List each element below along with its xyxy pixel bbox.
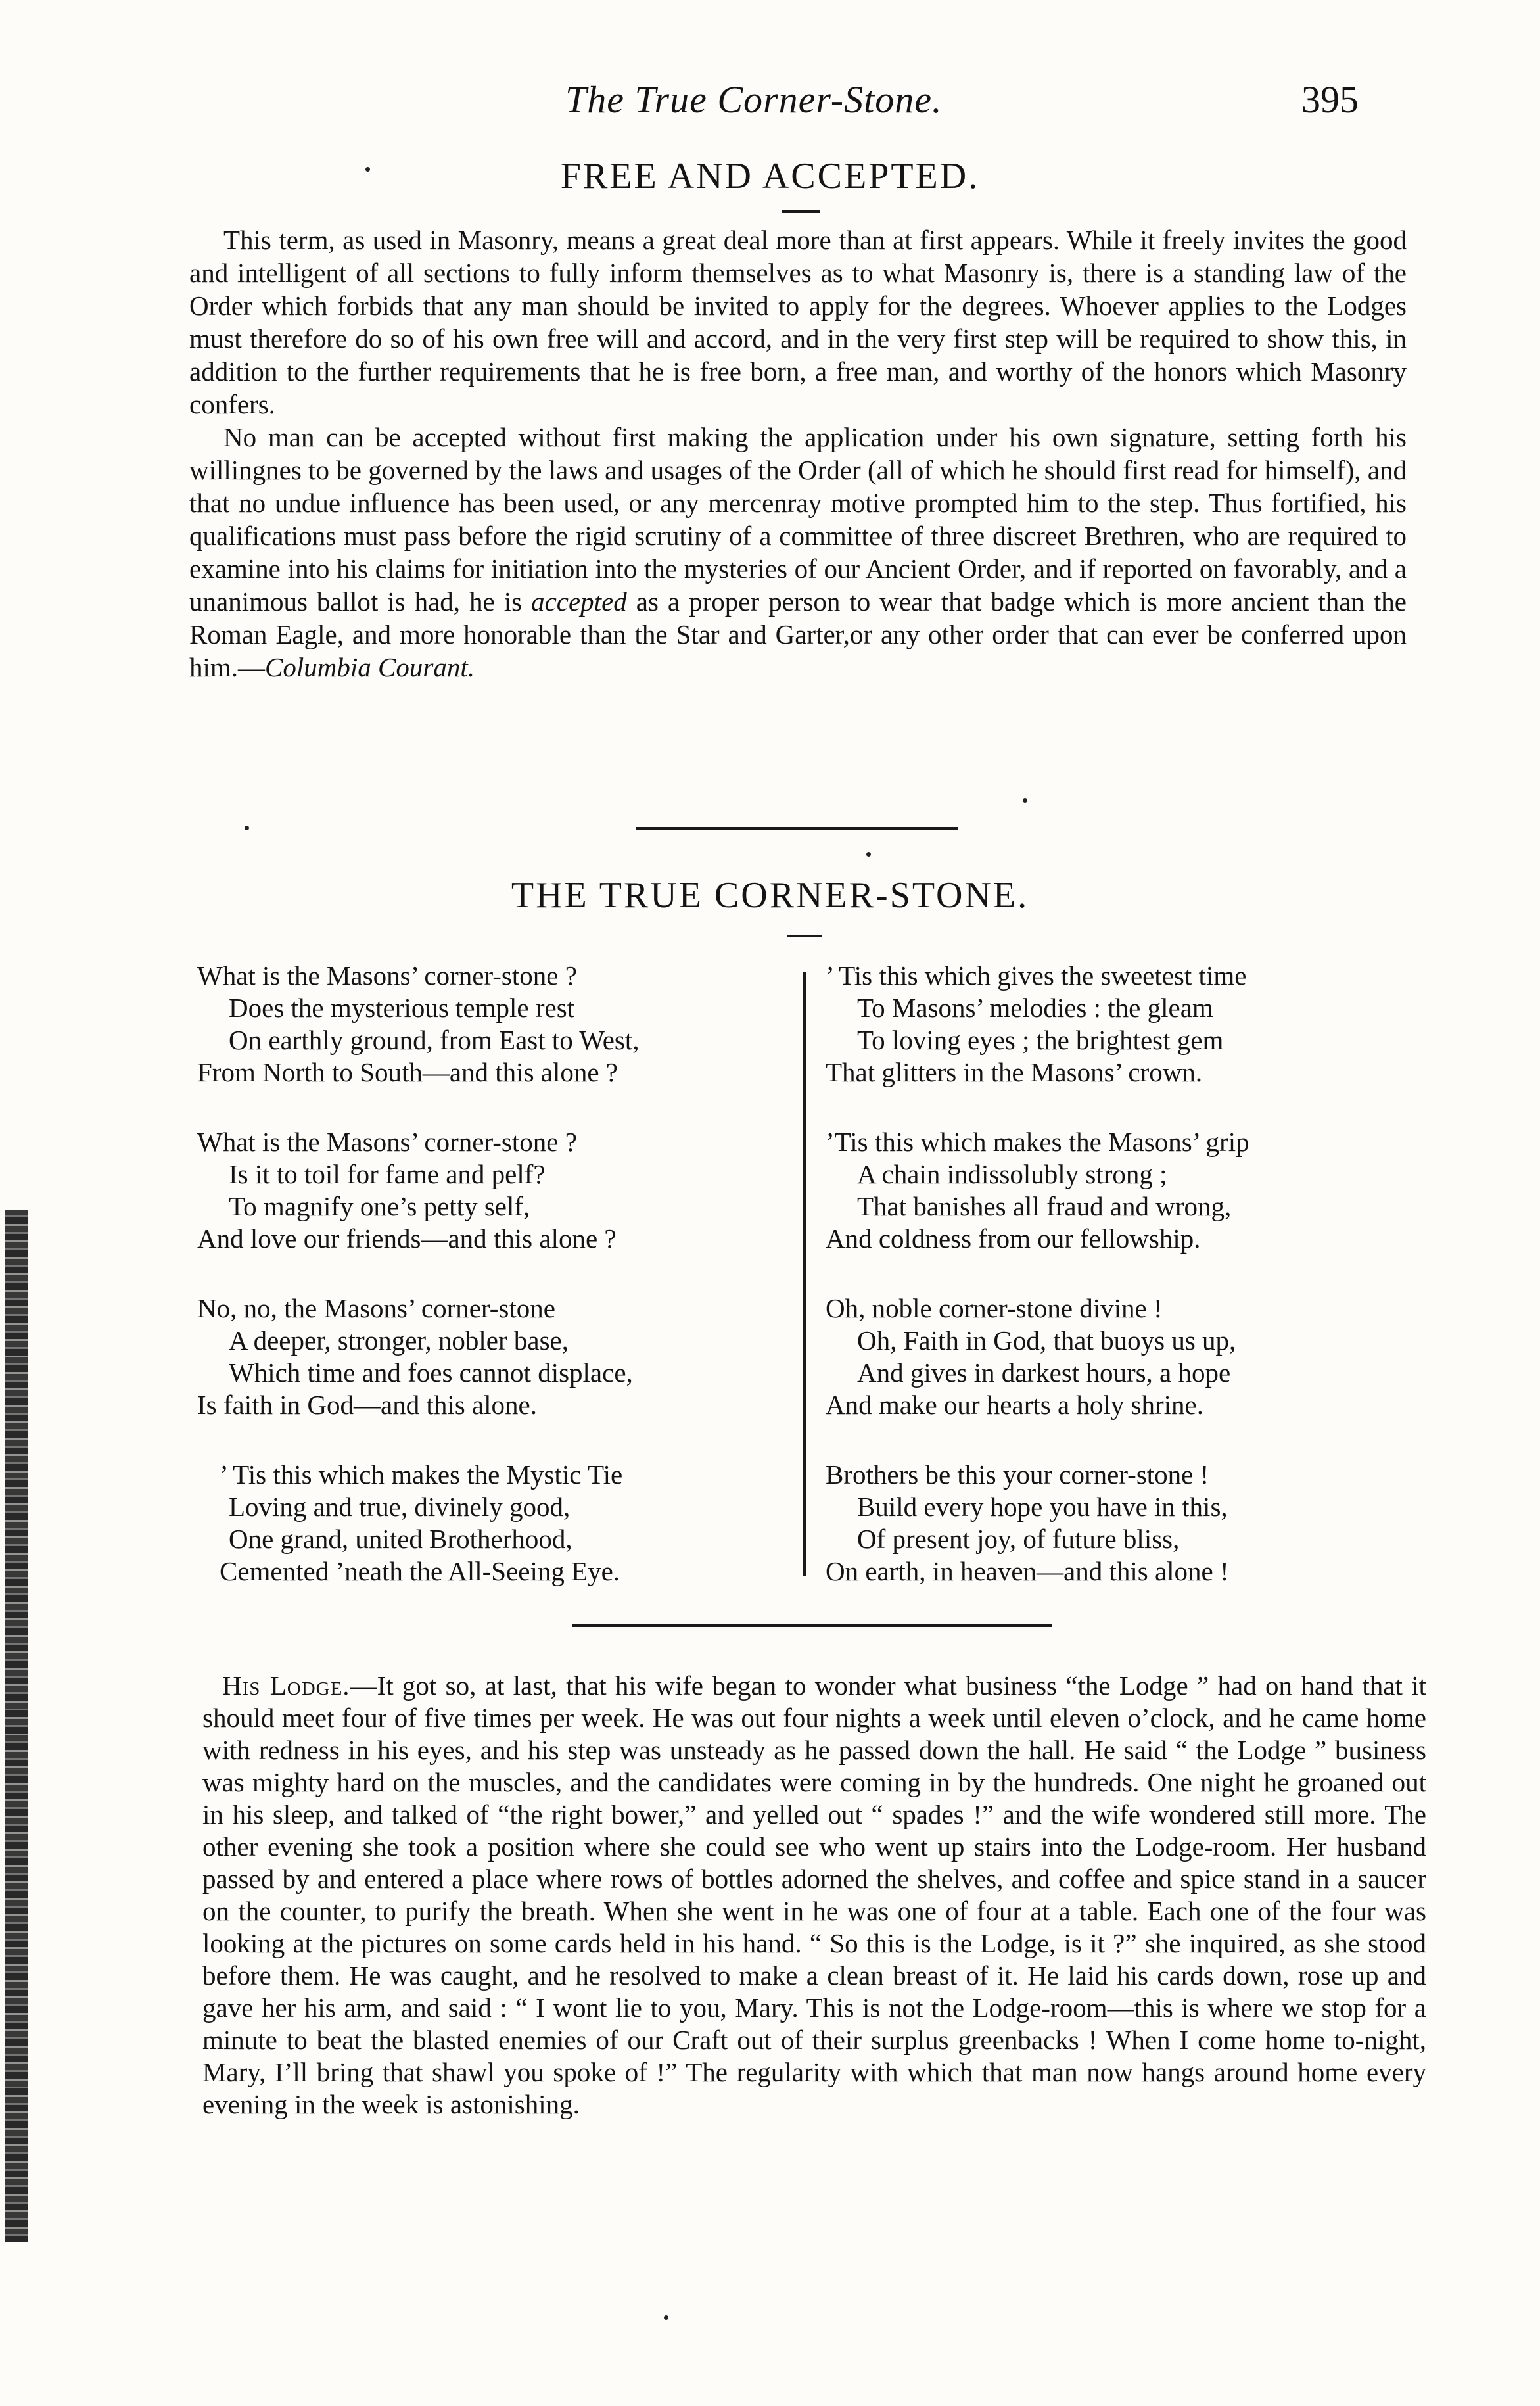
paragraph-2 [189,421,1407,684]
poem-line: Does the mysterious temple rest [229,993,575,1023]
lodge-body: —It got so, at last, that his wife began to wonder what business “the Lodge ” had on hand that it should meet four of five times per week. He was out four nights a week until eleven o’clock, and he came home with redness in his eyes, and his step was unsteady as he passed down the hall. He said “ the Lodge ” business was mighty hard on the muscles, and the candidates were coming in by the hundreds. One night he groaned out in his sleep, and talked of “the right bower,” and yelled out “ spades !” and the wife wondered still more. The other evening she took a position where she could see who went up stairs into the Lodge-room. Her husband passed by and entered a place where rows of bottles adorned the shelves, and coffee and spice stand in a saucer on the counter, to purify the breath. When she went in he was one of four at a table. Each one of the four was looking at the pictures on some cards held in his hand. “ So this is the Lodge, is it ?” she inquired, as she stood before them. He was caught, and he resolved to make a clean breast of it. He laid his cards down, rose up and gave her his arm, and said : “ I wont lie to you, Mary. This is not the Lodge-room—this is where we stop for a minute to beat the blasted enemies of our Craft out of their surplus greenbacks ! When I come home to-night, Mary, I’ll bring that shawl you spoke of !” The regularity with which that man now hangs around home every evening in the week is astonishing. [202,1670,1426,2119]
stanza [826,1292,1417,1421]
running-head [565,78,1407,122]
poem-line: No, no, the Masons’ corner-stone [197,1293,555,1323]
poem-line: To Masons’ melodies : the gleam [857,993,1213,1023]
paragraph-2-text-a: No man can be accepted without first making the application under his own signature, setting forth his willingnes to be governed by the laws and usages of the Order (all of which he should first read for himself), and that no undue influence has been used, or any mercenray motive prompted him to the step. Thus fortified, his qualifications must pass before the rigid scrutiny of a committee of three discreet Brethren, who are required to examine into his claims for initiation into the mysteries of our Ancient Order, and if reported on favorably, and a unanimous ballot is had, he is [189,422,1407,617]
lodge-heading: His Lodge. [222,1670,350,1701]
poem-line: Oh, noble corner-stone divine ! [826,1293,1163,1323]
stanza [197,960,789,1089]
title-rule [787,935,822,937]
poem-line: And make our hearts a holy shrine. [826,1390,1203,1420]
poem-line: ’ Tis this which makes the Mystic Tie [220,1459,623,1490]
poem-line: That glitters in the Masons’ crown. [826,1057,1203,1087]
source-citation: Columbia Courant. [265,652,475,682]
poem-line: Which time and foes cannot displace, [229,1357,633,1388]
poem-line: A deeper, stronger, nobler base, [229,1325,569,1356]
stray-mark [664,2315,668,2320]
paragraph-1: This term, as used in Masonry, means a great deal more than at first appears. While it freely invites the good and intelligent of all sections to fully inform themselves as to what Masonry is, there is a standing law of the Order which forbids that any man should be invited to apply for the degrees. Whoever applies to the Lodges must therefore do so of his own free will and accord, and in the very first step will be required to show this, in addition to the further requirements that he is free born, a free man, and worthy of the honors which Masonry confers. [189,225,1407,419]
poem-line: On earthly ground, from East to West, [229,1025,640,1055]
poem-line: What is the Masons’ corner-stone ? [197,960,577,991]
stanza [826,960,1417,1089]
page-number: 395 [1301,78,1359,121]
poem-line: Brothers be this your corner-stone ! [826,1459,1209,1490]
poem-line: To magnify one’s petty self, [229,1191,530,1221]
poem-line: From North to South—and this alone ? [197,1057,618,1087]
stray-mark [245,826,249,830]
article-title-true-corner-stone: THE TRUE CORNER-STONE. [511,875,1029,916]
poem-line: Is faith in God—and this alone. [197,1390,537,1420]
article-title-free-and-accepted: FREE AND ACCEPTED. [560,156,980,197]
title-rule [782,210,820,213]
poem-line: On earth, in heaven—and this alone ! [826,1556,1229,1586]
poem-line: Cemented ’neath the All-Seeing Eye. [220,1556,620,1586]
poem-line: What is the Masons’ corner-stone ? [197,1127,577,1157]
stray-mark [866,852,871,857]
scan-edge-artifact [5,1210,28,2242]
poem-line: Is it to toil for fame and pelf? [229,1159,546,1189]
poem-line: Loving and true, divinely good, [229,1492,571,1522]
poem-line: And coldness from our fellowship. [826,1223,1201,1254]
lodge-paragraph [202,1670,1426,2121]
poem-line: One grand, united Brotherhood, [229,1524,572,1554]
stanza [826,1126,1417,1255]
poem-line: To loving eyes ; the brightest gem [857,1025,1224,1055]
poem-right-column [826,960,1417,1625]
poem-line: Build every hope you have in this, [857,1492,1228,1522]
poem-line: Oh, Faith in God, that buoys us up, [857,1325,1236,1356]
section-divider [636,827,958,830]
stray-mark [1023,798,1027,803]
poem-line: ’Tis this which makes the Masons’ grip [826,1127,1249,1157]
poem-line: And love our friends—and this alone ? [197,1223,617,1254]
poem-line: A chain indissolubly strong ; [857,1159,1167,1189]
paragraph-2-text-b: as a proper person to wear that badge which is more ancient than the Roman Eagle, and more honorable than the Star and Garter,or any other order that can ever be conferred upon him.— [189,586,1407,682]
section-divider [572,1624,1052,1627]
article-his-lodge [202,1670,1426,2121]
stanza [197,1292,789,1421]
paragraph-2-accepted: accepted [531,586,627,617]
poem-line: ’ Tis this which gives the sweetest time [826,960,1247,991]
poem-line: And gives in darkest hours, a hope [857,1357,1231,1388]
stanza [197,1459,789,1588]
article-free-and-accepted [189,224,1407,684]
running-title: The True Corner-Stone. [565,78,943,121]
stanza [826,1459,1417,1588]
poem-line: That banishes all fraud and wrong, [857,1191,1232,1221]
poem-line: Of present joy, of future bliss, [857,1524,1180,1554]
stanza [197,1126,789,1255]
poem-left-column [197,960,789,1625]
poem-column-divider [803,972,806,1576]
